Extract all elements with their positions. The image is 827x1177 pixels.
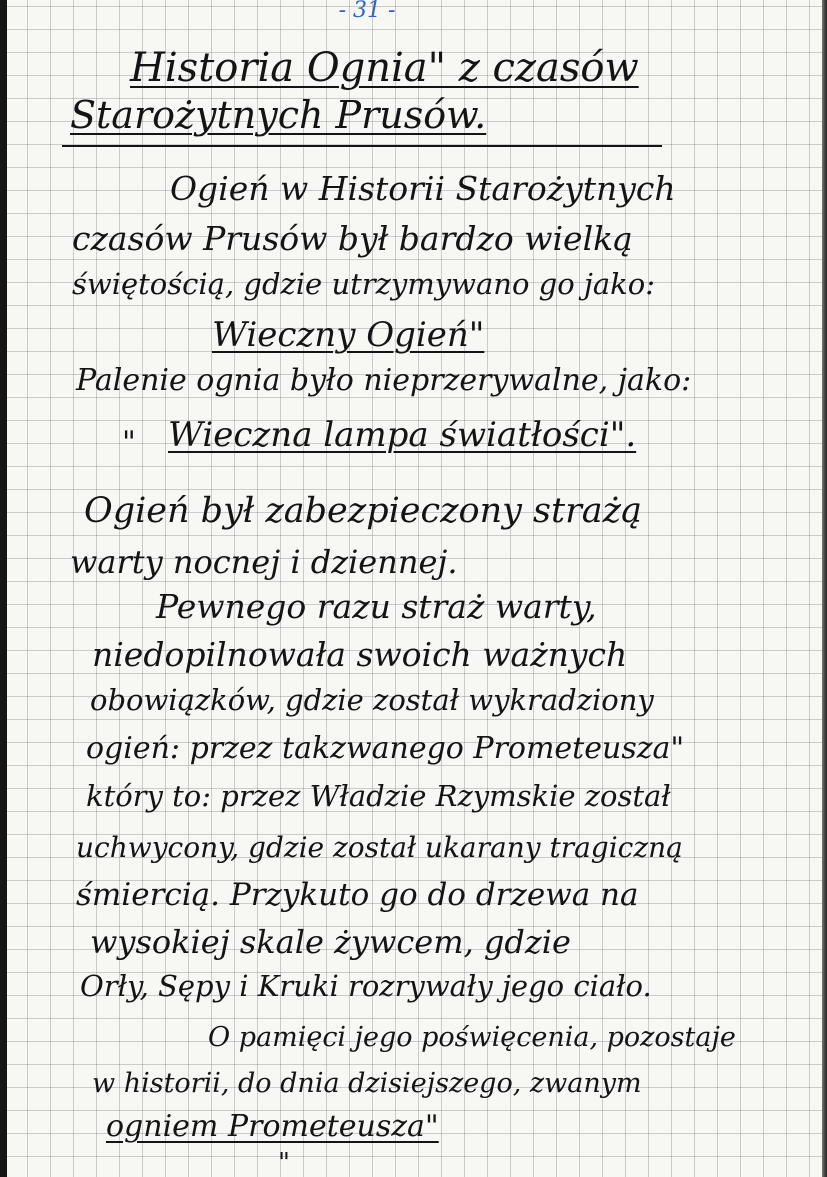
text-line: Pewnego razu straż warty, xyxy=(156,587,597,626)
text-line: niedopilnowała swoich ważnych xyxy=(92,635,628,674)
text-line: ogień: przez takzwanego Prometeusza" xyxy=(86,731,685,766)
text-line: obowiązków, gdzie został wykradziony xyxy=(90,683,654,717)
title-line-2: Starożytnych Prusów. xyxy=(70,93,487,137)
text-line: wysokiej skale żywcem, gdzie xyxy=(90,923,571,961)
title-double-rule xyxy=(62,145,662,147)
text-line: czasów Prusów był bardzo wielką xyxy=(72,219,633,258)
text-line: Palenie ognia było nieprzerywalne, jako: xyxy=(76,363,692,398)
text-line: O pamięci jego poświęcenia, pozostaje xyxy=(208,1022,736,1053)
text-line: który to: przez Władzie Rzymskie został xyxy=(86,779,671,813)
text-line: Orły, Sępy i Kruki rozrywały jego ciało. xyxy=(80,969,652,1003)
text-line: świętością, gdzie utrzymywano go jako: xyxy=(72,267,655,301)
open-quote: " xyxy=(122,425,136,460)
text-line: w historii, do dnia dzisiejszego, zwanym xyxy=(92,1068,642,1099)
eternal-lamp-heading: Wieczna lampa światłości". xyxy=(168,415,637,455)
text-line: ogniem Prometeusza" xyxy=(106,1109,439,1144)
text-line: śmiercią. Przykuto go do drzewa na xyxy=(76,877,639,913)
text-line: warty nocnej i dziennej. xyxy=(70,543,458,581)
text-line: uchwycony, gdzie został ukarany tragiczną xyxy=(76,831,683,864)
scan-right-edge xyxy=(822,0,827,1177)
title-line-1: Historia Ognia" z czasów xyxy=(130,45,639,91)
text-line: Ogień był zabezpieczony strażą xyxy=(84,491,642,531)
closing-quote-mark: " xyxy=(278,1148,290,1177)
scan-left-edge xyxy=(0,0,7,1177)
eternal-fire-heading: Wieczny Ogień" xyxy=(212,315,485,355)
page-number: - 31 - xyxy=(338,0,396,23)
text-line: Ogień w Historii Starożytnych xyxy=(170,169,676,208)
